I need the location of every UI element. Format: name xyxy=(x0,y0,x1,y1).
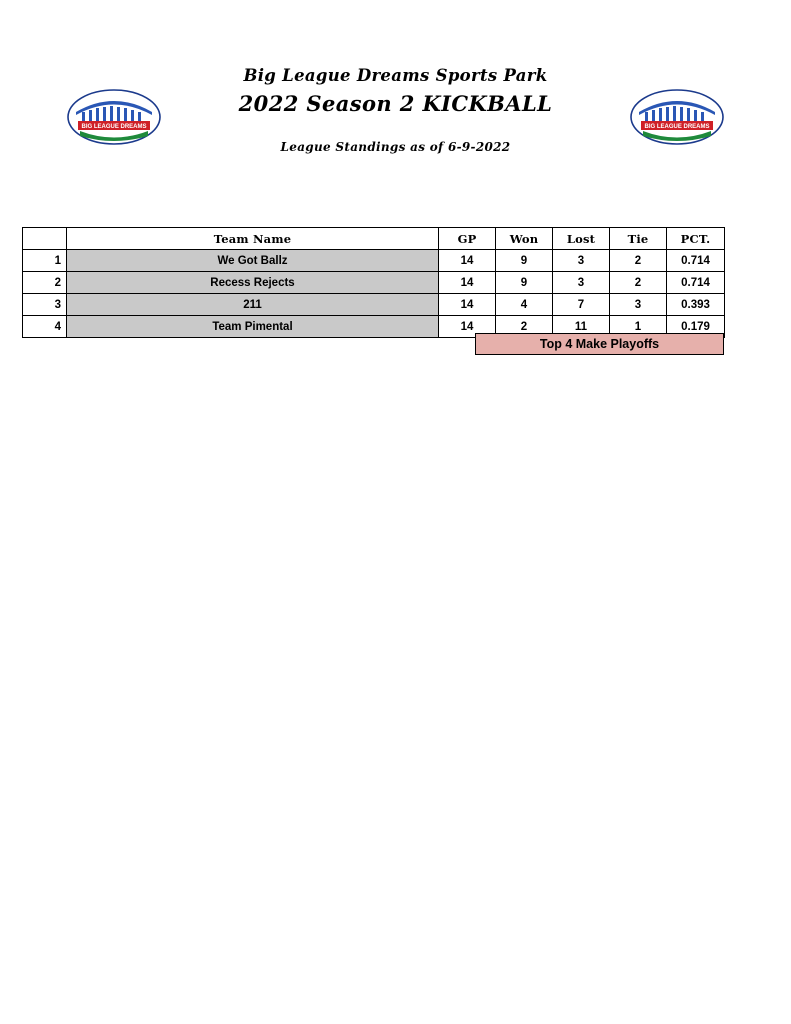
row-team-name: We Got Ballz xyxy=(67,250,439,272)
row-lost: 11 xyxy=(553,316,610,338)
column-header-lost: Lost xyxy=(553,228,610,250)
column-header-won: Won xyxy=(496,228,553,250)
column-header-pct: PCT. xyxy=(667,228,725,250)
column-header-team-name: Team Name xyxy=(67,228,439,250)
row-lost: 3 xyxy=(553,250,610,272)
row-won: 9 xyxy=(496,250,553,272)
row-tie: 1 xyxy=(610,316,667,338)
table-header-row xyxy=(23,228,725,250)
row-rank: 1 xyxy=(23,250,67,272)
title-block xyxy=(0,66,791,154)
table-row xyxy=(23,294,725,316)
row-gp: 14 xyxy=(439,294,496,316)
svg-text:BIG LEAGUE DREAMS: BIG LEAGUE DREAMS xyxy=(644,124,710,130)
org-title: Big League Dreams Sports Park xyxy=(243,66,548,85)
row-rank: 3 xyxy=(23,294,67,316)
column-header-tie: Tie xyxy=(610,228,667,250)
table-row xyxy=(23,250,725,272)
playoff-note-banner xyxy=(475,333,724,355)
row-tie: 3 xyxy=(610,294,667,316)
column-header-rank xyxy=(23,228,67,250)
row-tie: 2 xyxy=(610,272,667,294)
row-team-name: 211 xyxy=(67,294,439,316)
row-tie: 2 xyxy=(610,250,667,272)
standings-table xyxy=(22,227,725,338)
row-won: 4 xyxy=(496,294,553,316)
row-gp: 14 xyxy=(439,272,496,294)
row-pct: 0.393 xyxy=(667,294,725,316)
row-rank: 2 xyxy=(23,272,67,294)
column-header-gp: GP xyxy=(439,228,496,250)
row-won: 9 xyxy=(496,272,553,294)
standings-table-wrapper xyxy=(22,227,724,338)
row-gp: 14 xyxy=(439,316,496,338)
row-rank: 4 xyxy=(23,316,67,338)
svg-text:BIG LEAGUE DREAMS: BIG LEAGUE DREAMS xyxy=(81,124,147,130)
row-pct: 0.714 xyxy=(667,272,725,294)
document-header xyxy=(0,0,791,185)
row-gp: 14 xyxy=(439,250,496,272)
row-team-name: Team Pimental xyxy=(67,316,439,338)
table-row xyxy=(23,272,725,294)
row-lost: 3 xyxy=(553,272,610,294)
season-title: 2022 Season 2 KICKBALL xyxy=(238,90,553,116)
playoff-note-label: Top 4 Make Playoffs xyxy=(539,337,660,351)
row-team-name: Recess Rejects xyxy=(67,272,439,294)
row-won: 2 xyxy=(496,316,553,338)
row-lost: 7 xyxy=(553,294,610,316)
row-pct: 0.179 xyxy=(667,316,725,338)
standings-date: League Standings as of 6-9-2022 xyxy=(280,139,511,154)
row-pct: 0.714 xyxy=(667,250,725,272)
